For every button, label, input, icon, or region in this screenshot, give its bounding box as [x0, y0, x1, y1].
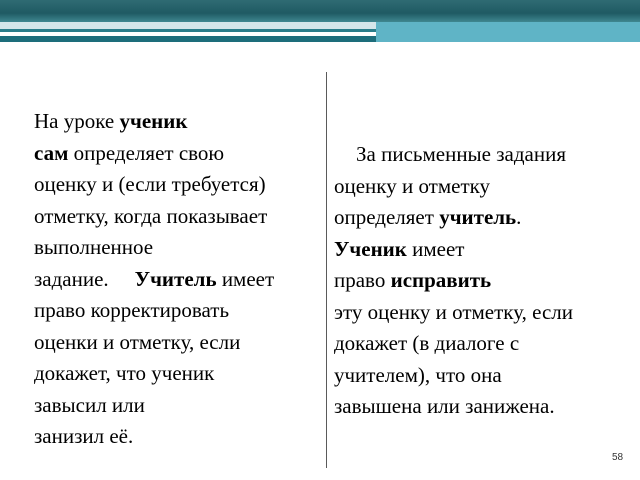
page-number: 58 [612, 452, 624, 463]
column-divider [326, 72, 327, 468]
left-line-2 [34, 138, 324, 170]
left-text-segment: задание. [34, 266, 109, 291]
left-line-9: докажет, что ученик [34, 361, 215, 385]
right-column-text [334, 139, 630, 423]
bold-term-self: сам [34, 140, 69, 165]
right-text-segment: . [516, 205, 522, 229]
right-line-8: учителем), что она [334, 362, 502, 387]
header-accent-box [376, 22, 640, 42]
bold-term-student: ученик [119, 109, 188, 133]
right-line-2: оценку и отметку [334, 173, 491, 198]
left-line-4: отметку, когда показывает [34, 203, 268, 228]
right-line-4 [334, 234, 630, 266]
bold-term-teacher: учитель [439, 205, 517, 229]
bold-term-teacher: Учитель [134, 266, 217, 291]
left-line-11: занизил её. [34, 424, 134, 448]
right-line-9: завышена или занижена. [334, 394, 555, 418]
right-text-segment: имеет [406, 236, 465, 261]
left-line-10: завысил или [34, 392, 145, 417]
right-line-6: эту оценку и отметку, если [334, 299, 573, 324]
left-column-text [34, 106, 324, 453]
bold-term-student: Ученик [334, 236, 407, 261]
right-line-1: За письменные задания [356, 142, 566, 166]
header-band [0, 0, 640, 22]
left-line-7: право корректировать [34, 298, 230, 322]
left-text-segment: определяет свою [68, 140, 225, 165]
left-line-8: оценки и отметку, если [34, 329, 241, 354]
left-text-segment: имеет [216, 266, 275, 291]
bold-term-correct: исправить [390, 268, 492, 292]
right-line-3 [334, 202, 630, 234]
right-line-7: докажет (в диалоге с [334, 331, 520, 355]
right-line-5 [334, 265, 630, 297]
left-text-segment: На уроке [34, 109, 120, 133]
right-text-segment: определяет [334, 205, 440, 229]
left-line-3: оценку и (если требуется) [34, 172, 266, 196]
left-line-5: выполненное [34, 235, 154, 259]
right-text-segment: право [334, 268, 391, 292]
left-line-1 [34, 106, 324, 138]
left-line-6 [34, 264, 324, 296]
